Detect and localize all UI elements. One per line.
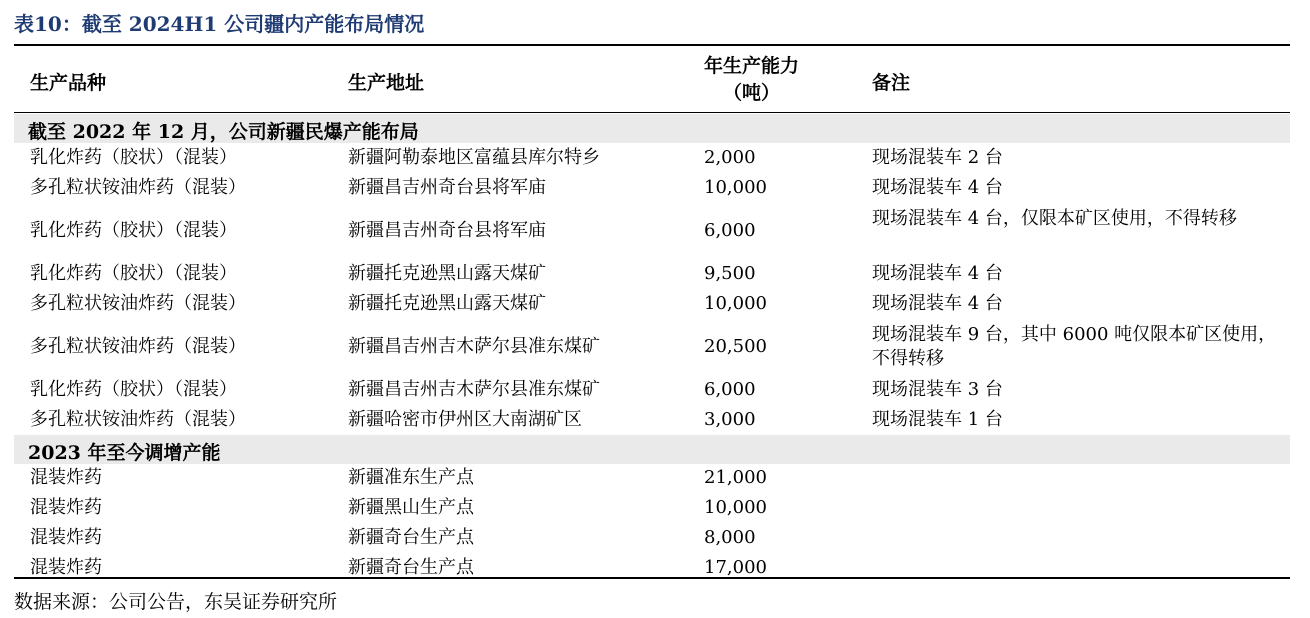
header-note: 备注 [872, 72, 911, 94]
cell-note: 现场混装车 4 台 [872, 293, 1003, 314]
cell-site: 新疆托克逊黑山露天煤矿 [348, 263, 546, 284]
cell-note: 现场混装车 3 台 [872, 379, 1003, 400]
cell-site: 新疆昌吉州吉木萨尔县准东煤矿 [348, 336, 600, 357]
cell-capacity: 8,000 [704, 527, 756, 548]
cell-capacity: 21,000 [704, 467, 767, 488]
cell-note: 现场混装车 4 台 [872, 177, 1003, 198]
cell-product: 多孔粒状铵油炸药（混装） [30, 336, 246, 357]
cell-site: 新疆黑山生产点 [348, 497, 474, 518]
table-row [14, 143, 1290, 173]
bottom-rule [14, 577, 1290, 579]
header-capacity-line2: （吨） [723, 82, 781, 104]
top-rule [14, 44, 1290, 46]
cell-note: 现场混装车 1 台 [872, 409, 1003, 430]
cell-product: 混装炸药 [30, 557, 102, 578]
cell-product: 混装炸药 [30, 497, 102, 518]
cell-capacity: 6,000 [704, 220, 756, 241]
cell-product: 混装炸药 [30, 467, 102, 488]
cell-site: 新疆奇台生产点 [348, 557, 474, 578]
table-row [14, 173, 1290, 203]
cell-note: 现场混装车 4 台 [872, 263, 1003, 284]
cell-capacity: 10,000 [704, 177, 767, 198]
cell-note: 现场混装车 4 台，仅限本矿区使用，不得转移 [872, 208, 1237, 229]
cell-capacity: 3,000 [704, 409, 756, 430]
table-body [14, 114, 1290, 584]
cell-note: 现场混装车 9 台，其中 6000 吨仅限本矿区使用，不得转移 [872, 324, 1277, 369]
section-label: 2023 年至今调增产能 [28, 442, 221, 464]
cell-site: 新疆哈密市伊州区大南湖矿区 [348, 409, 582, 430]
table-row [14, 319, 1290, 375]
cell-site: 新疆准东生产点 [348, 467, 474, 488]
section-header [14, 435, 1290, 464]
cell-capacity: 2,000 [704, 147, 756, 168]
cell-capacity: 20,500 [704, 336, 767, 357]
header-capacity [704, 53, 799, 107]
cell-product: 多孔粒状铵油炸药（混装） [30, 293, 246, 314]
table-row [14, 524, 1290, 554]
cell-product: 混装炸药 [30, 527, 102, 548]
cell-capacity: 10,000 [704, 497, 767, 518]
cell-product: 乳化炸药（胶状）（混装） [30, 147, 237, 168]
cell-product: 乳化炸药（胶状）（混装） [30, 220, 237, 241]
table-title: 表10：截至 2024H1 公司疆内产能布局情况 [14, 12, 425, 36]
cell-site: 新疆托克逊黑山露天煤矿 [348, 293, 546, 314]
table-row [14, 375, 1290, 405]
header-product: 生产品种 [30, 72, 107, 94]
source-note: 数据来源：公司公告，东吴证券研究所 [14, 591, 338, 613]
cell-product: 多孔粒状铵油炸药（混装） [30, 409, 246, 430]
cell-site: 新疆昌吉州吉木萨尔县准东煤矿 [348, 379, 600, 400]
section-header [14, 114, 1290, 143]
cell-product: 乳化炸药（胶状）（混装） [30, 379, 237, 400]
cell-capacity: 9,500 [704, 263, 756, 284]
table-row [14, 259, 1290, 289]
cell-site: 新疆昌吉州奇台县将军庙 [348, 177, 546, 198]
cell-capacity: 10,000 [704, 293, 767, 314]
header-rule [14, 112, 1290, 113]
cell-capacity: 6,000 [704, 379, 756, 400]
cell-site: 新疆昌吉州奇台县将军庙 [348, 220, 546, 241]
table-row [14, 464, 1290, 494]
header-site: 生产地址 [348, 72, 425, 94]
cell-capacity: 17,000 [704, 557, 767, 578]
table-row [14, 203, 1290, 259]
table-row [14, 494, 1290, 524]
section-label: 截至 2022 年 12 月，公司新疆民爆产能布局 [28, 121, 419, 143]
table-row [14, 405, 1290, 435]
table-row [14, 289, 1290, 319]
cell-note: 现场混装车 2 台 [872, 147, 1003, 168]
cell-site: 新疆阿勒泰地区富蕴县库尔特乡 [348, 147, 600, 168]
header-capacity-line1: 年生产能力 [704, 55, 800, 77]
cell-site: 新疆奇台生产点 [348, 527, 474, 548]
cell-product: 乳化炸药（胶状）（混装） [30, 263, 237, 284]
table-row [14, 554, 1290, 584]
cell-product: 多孔粒状铵油炸药（混装） [30, 177, 246, 198]
